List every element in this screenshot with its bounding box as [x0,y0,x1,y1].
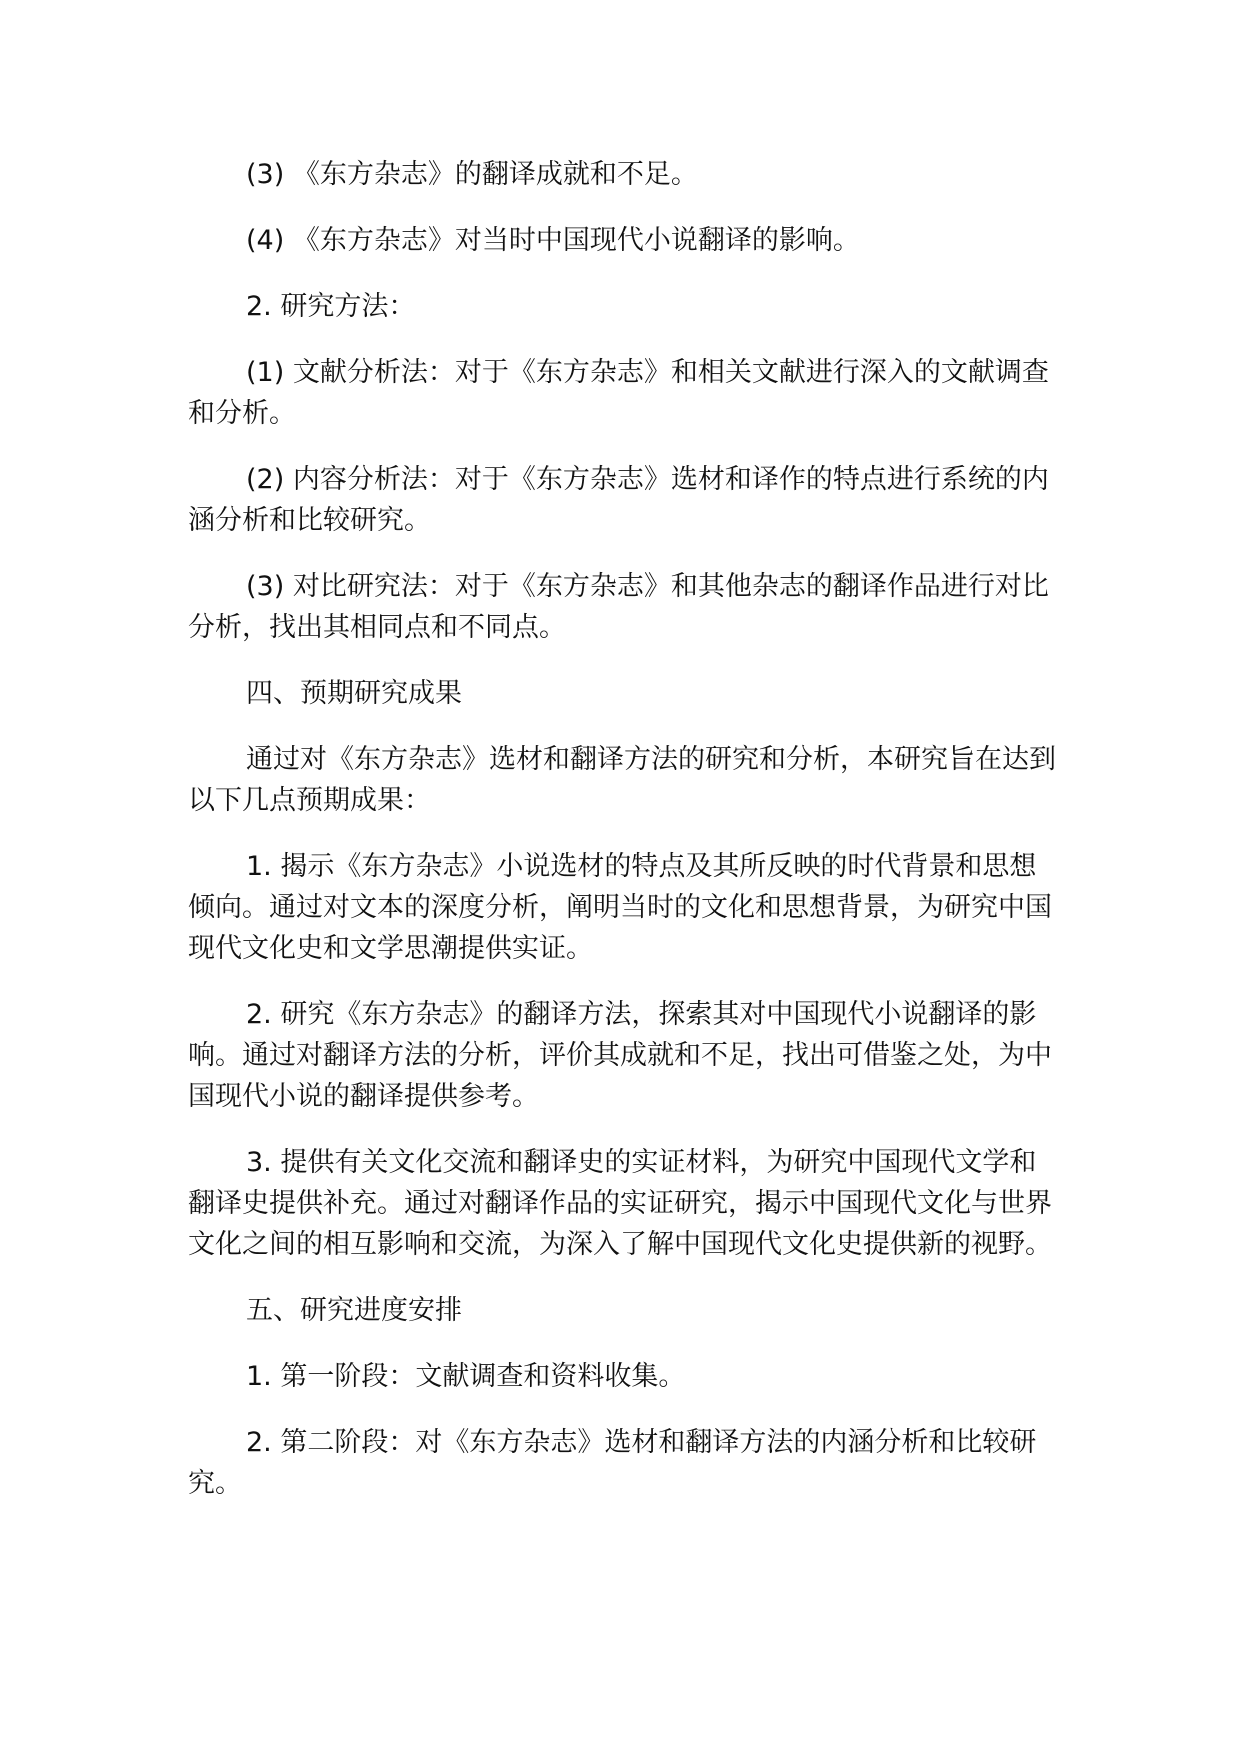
paragraph-12: 2. 第二阶段：对《东方杂志》选材和翻译方法的内涵分析和比较研究。 [188,1427,1037,1499]
paragraph-9: 2. 研究《东方杂志》的翻译方法，探索其对中国现代小说翻译的影响。通过对翻译方法的分析，评价其成就和不足，找出可借鉴之处，为中国现代小说的翻译提供参考。 [188,999,1052,1112]
paragraph-7: 通过对《东方杂志》选材和翻译方法的研究和分析，本研究旨在达到以下几点预期成果： [188,744,1056,816]
section-heading-5: 五、研究进度安排 [246,1295,462,1326]
paragraph-1: (3) 《东方杂志》的翻译成就和不足。 [246,159,698,190]
paragraph-3: 2. 研究方法： [246,291,416,322]
paragraph-11: 1. 第一阶段：文献调查和资料收集。 [246,1361,686,1392]
paragraph-10: 3. 提供有关文化交流和翻译史的实证材料，为研究中国现代文学和翻译史提供补充。通过对翻译作品的实证研究，揭示中国现代文化与世界文化之间的相互影响和交流，为深入了解中国现代文化史提供新的视野。 [188,1147,1052,1260]
section-heading-4: 四、预期研究成果 [246,678,462,709]
document-body [188,154,1056,1529]
paragraph-4: (1) 文献分析法：对于《东方杂志》和相关文献进行深入的文献调查和分析。 [188,357,1049,429]
paragraph-2: (4) 《东方杂志》对当时中国现代小说翻译的影响。 [246,225,860,256]
paragraph-5: (2) 内容分析法：对于《东方杂志》选材和译作的特点进行系统的内涵分析和比较研究。 [188,464,1049,536]
paragraph-6: (3) 对比研究法：对于《东方杂志》和其他杂志的翻译作品进行对比分析，找出其相同点和不同点。 [188,571,1049,643]
paragraph-8: 1. 揭示《东方杂志》小说选材的特点及其所反映的时代背景和思想倾向。通过对文本的深度分析，阐明当时的文化和思想背景，为研究中国现代文化史和文学思潮提供实证。 [188,851,1052,964]
